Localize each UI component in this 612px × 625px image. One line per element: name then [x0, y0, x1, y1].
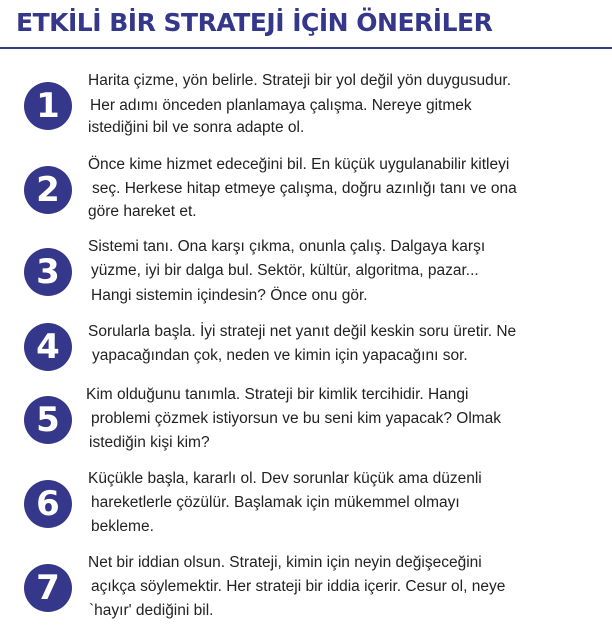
item-text-line: istediğin kişi kim?	[89, 434, 210, 451]
item-text-line: istediğini bil ve sonra adapte ol.	[88, 119, 305, 136]
item-text-line: `hayır' dediğini bil.	[89, 602, 214, 619]
item-text-line: Sistemi tanı. Ona karşı çıkma, onunla çalış. Dalgaya karşı	[88, 238, 486, 255]
item-text-line: Küçükle başla, kararlı ol. Dev sorunlar küçük ama düzenli	[88, 470, 482, 487]
number-badge: 4	[24, 323, 72, 371]
item-text-line: bekleme.	[91, 518, 154, 535]
item-text-line: hareketlerle çözülür. Başlamak için mükemmel olmayı	[91, 494, 460, 511]
number-badge: 7	[24, 564, 72, 612]
item-text-line: göre hareket et.	[88, 203, 197, 220]
number-badge: 3	[24, 248, 72, 296]
number-badge: 6	[24, 480, 72, 528]
number-badge: 1	[24, 82, 72, 130]
item-text-line: açıkça söylemektir. Her strateji bir iddia içerir. Cesur ol, neye	[91, 578, 506, 595]
item-text-line: Her adımı önceden planlamaya çalışma. Nereye gitmek	[90, 97, 472, 114]
number-badge: 2	[24, 166, 72, 214]
item-text-line: Harita çizme, yön belirle. Strateji bir yol değil yön duygusudur.	[88, 72, 512, 89]
item-text-line: yapacağından çok, neden ve kimin için yapacağını sor.	[92, 347, 468, 364]
number-badge: 5	[24, 396, 72, 444]
item-text-line: Sorularla başla. İyi strateji net yanıt değil keskin soru üretir. Ne	[88, 323, 517, 340]
item-text-line: Net bir iddian olsun. Strateji, kimin için neyin değişeceğini	[88, 554, 482, 571]
item-text-line: Önce kime hizmet edeceğini bil. En küçük uygulanabilir kitleyi	[88, 156, 510, 173]
item-text-line: Hangi sistemin içindesin? Önce onu gör.	[91, 287, 368, 304]
item-text-line: seç. Herkese hitap etmeye çalışma, doğru azınlığı tanı ve ona	[92, 180, 517, 197]
page-title: ETKİLİ BİR STRATEJİ İÇİN ÖNERİLER	[16, 8, 493, 37]
item-text-line: yüzme, iyi bir dalga bul. Sektör, kültür, algoritma, pazar...	[91, 262, 479, 279]
item-text-line: problemi çözmek istiyorsun ve bu seni kim yapacak? Olmak	[91, 410, 502, 427]
item-text-line: Kim olduğunu tanımla. Strateji bir kimlik tercihidir. Hangi	[86, 386, 469, 403]
title-divider	[0, 47, 612, 49]
